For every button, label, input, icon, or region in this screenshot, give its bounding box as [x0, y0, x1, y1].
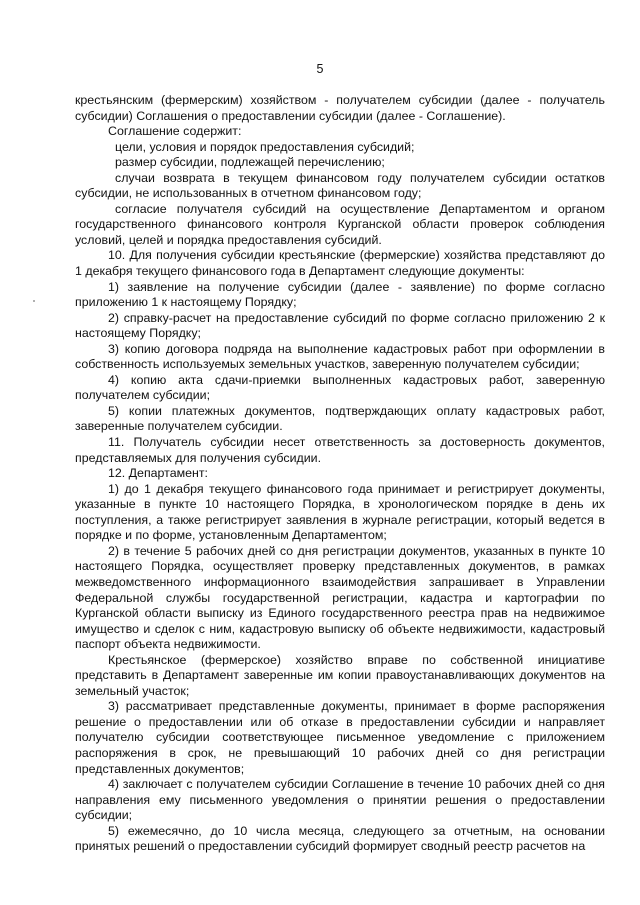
document-body: [75, 93, 605, 855]
paragraph: 5) ежемесячно, до 10 числа месяца, следующего за отчетным, на основании принятых решений о предоставлении субсидий формирует сводный реестр расчетов на: [75, 823, 605, 854]
paragraph: Соглашение содержит:: [108, 124, 242, 139]
paragraph: 12. Департамент:: [108, 466, 208, 481]
paragraph: согласие получателя субсидий на осуществление Департаментом и органом государственного финансового контроля Курганской области проверок соблюдения условий, целей и порядка предоставления субсидий.: [75, 201, 605, 247]
paragraph: размер субсидии, подлежащей перечислению;: [115, 155, 385, 170]
paragraph: 5) копии платежных документов, подтверждающих оплату кадастровых работ, заверенные получателем субсидии.: [75, 403, 605, 434]
paragraph: цели, условия и порядок предоставления субсидий;: [115, 139, 415, 154]
paragraph: 11. Получатель субсидии несет ответственность за достоверность документов, представляемых для получения субсидии.: [75, 435, 605, 465]
margin-speck: [33, 300, 35, 302]
paragraph: 2) справку-расчет на предоставление субсидий по форме согласно приложению 2 к настоящему Порядку;: [75, 310, 605, 341]
paragraph: 10. Для получения субсидии крестьянские (фермерские) хозяйства представляют до 1 декабря текущего финансового года в Департамент следующие документы:: [75, 248, 605, 279]
paragraph: 3) рассматривает представленные документы, принимает в форме распоряжения решение о предоставлении или об отказе в предоставлении субсидии и направляет получателю субсидии соответствующее письменное уведомление с приложением распоряжения в срок, не превышающий 10 рабочих дней со дня регистрации представленных документов;: [75, 699, 605, 776]
paragraph: 4) заключает с получателем субсидии Соглашение в течение 10 рабочих дней со дня направления ему письменного уведомления о принятии решения о предоставлении субсидии;: [75, 777, 605, 823]
paragraph: Крестьянское (фермерское) хозяйство вправе по собственной инициативе представить в Департамент заверенные им копии правоустанавливающих документов на земельный участок;: [75, 652, 605, 698]
paragraph: случаи возврата в текущем финансовом году получателем субсидии остатков субсидии, не использованных в отчетном финансовом году;: [75, 170, 605, 201]
paragraph: 2) в течение 5 рабочих дней со дня регистрации документов, указанных в пункте 10 настоящего Порядка, осуществляет проверку представленных документов, в рамках межведомственного информационного взаимодействия запрашивает в Управлении Федеральной службы государственной регистрации, кадастра и картографии по Курганской области выписку из Единого государственного реестра прав на недвижимое имущество и сделок с ним, кадастровую выписку об объекте недвижимости, кадастровый паспорт объекта недвижимости.: [75, 543, 605, 652]
page-number: 5: [316, 62, 324, 76]
paragraph: крестьянским (фермерским) хозяйством - получателем субсидии (далее - получатель субсидии) Соглашения о предоставлении субсидии (далее - Соглашение).: [75, 93, 605, 123]
paragraph: 4) копию акта сдачи-приемки выполненных кадастровых работ, заверенную получателем субсидии;: [75, 372, 605, 403]
paragraph: 3) копию договора подряда на выполнение кадастровых работ при оформлении в собственность используемых земельных участков, заверенную получателем субсидии;: [75, 341, 605, 372]
paragraph: 1) заявление на получение субсидии (далее - заявление) по форме согласно приложению 1 к настоящему Порядку;: [75, 279, 605, 310]
paragraph: 1) до 1 декабря текущего финансового года принимает и регистрирует документы, указанные в пункте 10 настоящего Порядка, в хронологическом порядке в день их поступления, а также регистрирует заявления в журнале регистрации, который ведется в порядке и по форме, установленным Департаментом;: [75, 481, 605, 543]
